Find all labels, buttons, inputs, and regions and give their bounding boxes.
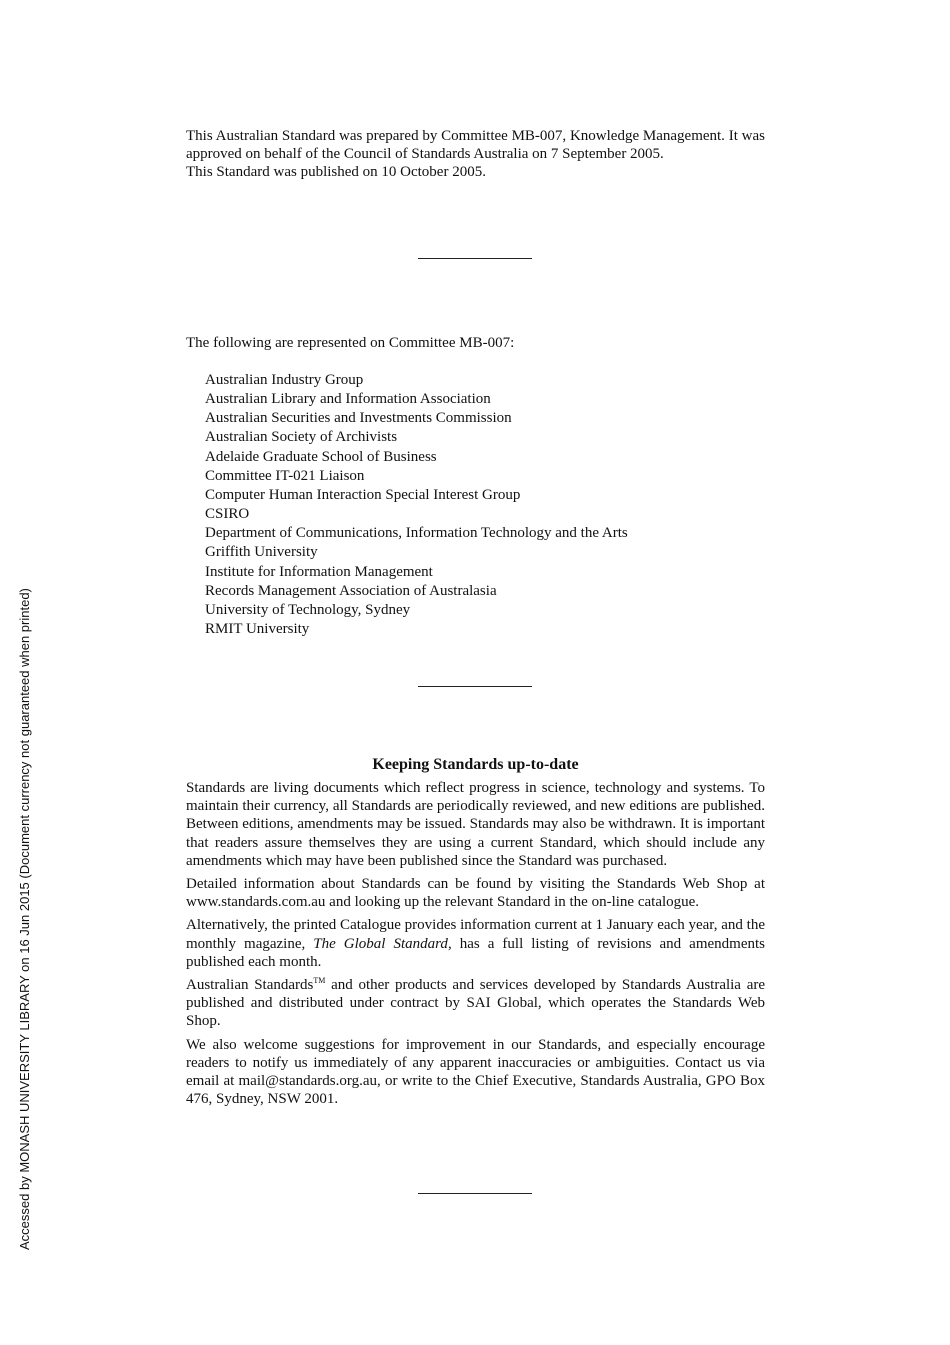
- committee-member: Computer Human Interaction Special Interest Group: [205, 486, 521, 503]
- paragraph-living-documents: Standards are living documents which reflect progress in science, technology and systems. To maintain their currency, all Standards are periodically reviewed, and new editions are published. Between editions, amendments may be issued. Standards may also be withdrawn. It is important that readers assure themselves they are using a current Standard, which should include any amendments which may have been published since the Standard was purchased.: [186, 780, 765, 869]
- committee-member: Adelaide Graduate School of Business: [205, 448, 437, 465]
- distribution-text-start: Australian Standards: [186, 977, 314, 994]
- committee-member: Committee IT-021 Liaison: [205, 467, 365, 484]
- committee-member: Records Management Association of Australasia: [205, 582, 497, 599]
- section-body: [186, 779, 765, 1113]
- committee-member: RMIT University: [205, 621, 310, 638]
- committee-member: Australian Society of Archivists: [205, 429, 398, 446]
- divider-rule: [418, 686, 532, 687]
- committee-member: CSIRO: [205, 506, 250, 523]
- published-date-paragraph: This Standard was published on 10 October 2005.: [186, 164, 486, 181]
- committee-member: University of Technology, Sydney: [205, 601, 411, 618]
- divider-rule: [418, 258, 532, 259]
- committee-member-list: [205, 371, 628, 639]
- preparation-notice: [186, 127, 765, 182]
- committee-member: Institute for Information Management: [205, 563, 433, 580]
- prepared-by-paragraph: This Australian Standard was prepared by Committee MB-007, Knowledge Management. It was approved on behalf of the Council of Standards Australia on 7 September 2005.: [186, 128, 765, 163]
- access-watermark: Accessed by MONASH UNIVERSITY LIBRARY on 16 Jun 2015 (Document currency not guaranteed when printed): [17, 588, 32, 1250]
- committee-intro: The following are represented on Committee MB-007:: [186, 335, 515, 351]
- distribution-text-end: and other products and services developed by Standards Australia are published and distributed under contract by SAI Global, which operates the Standards Web Shop.: [186, 977, 766, 1030]
- paragraph-distribution: [186, 976, 765, 1031]
- paragraph-feedback: We also welcome suggestions for improvement in our Standards, and especially encourage readers to notify us immediately of any apparent inaccuracies or ambiguities. Contact us via email at mail@standards.org.au, or write to the Chief Executive, Standards Australia, GPO Box 476, Sydney, NSW 2001.: [186, 1036, 765, 1108]
- section-heading: Keeping Standards up-to-date: [372, 756, 579, 773]
- committee-member: Australian Library and Information Association: [205, 391, 491, 408]
- committee-member: Griffith University: [205, 544, 318, 561]
- committee-member: Department of Communications, Information Technology and the Arts: [205, 525, 628, 542]
- trademark-mark: TM: [313, 976, 326, 986]
- paragraph-catalogue: [186, 916, 765, 971]
- paragraph-web-shop: Detailed information about Standards can be found by visiting the Standards Web Shop at www.standards.com.au and looking up the relevant Standard in the on-line catalogue.: [186, 876, 765, 911]
- divider-rule: [418, 1193, 532, 1194]
- committee-member: Australian Industry Group: [205, 372, 364, 388]
- catalogue-text-end: , has a full listing of revisions and amendments published each month.: [186, 935, 765, 970]
- magazine-title: The Global Standard: [313, 935, 448, 952]
- catalogue-text-start: Alternatively, the printed Catalogue provides information current at 1 January each year, and the monthly magazine,: [186, 917, 765, 952]
- committee-member: Australian Securities and Investments Commission: [205, 410, 512, 427]
